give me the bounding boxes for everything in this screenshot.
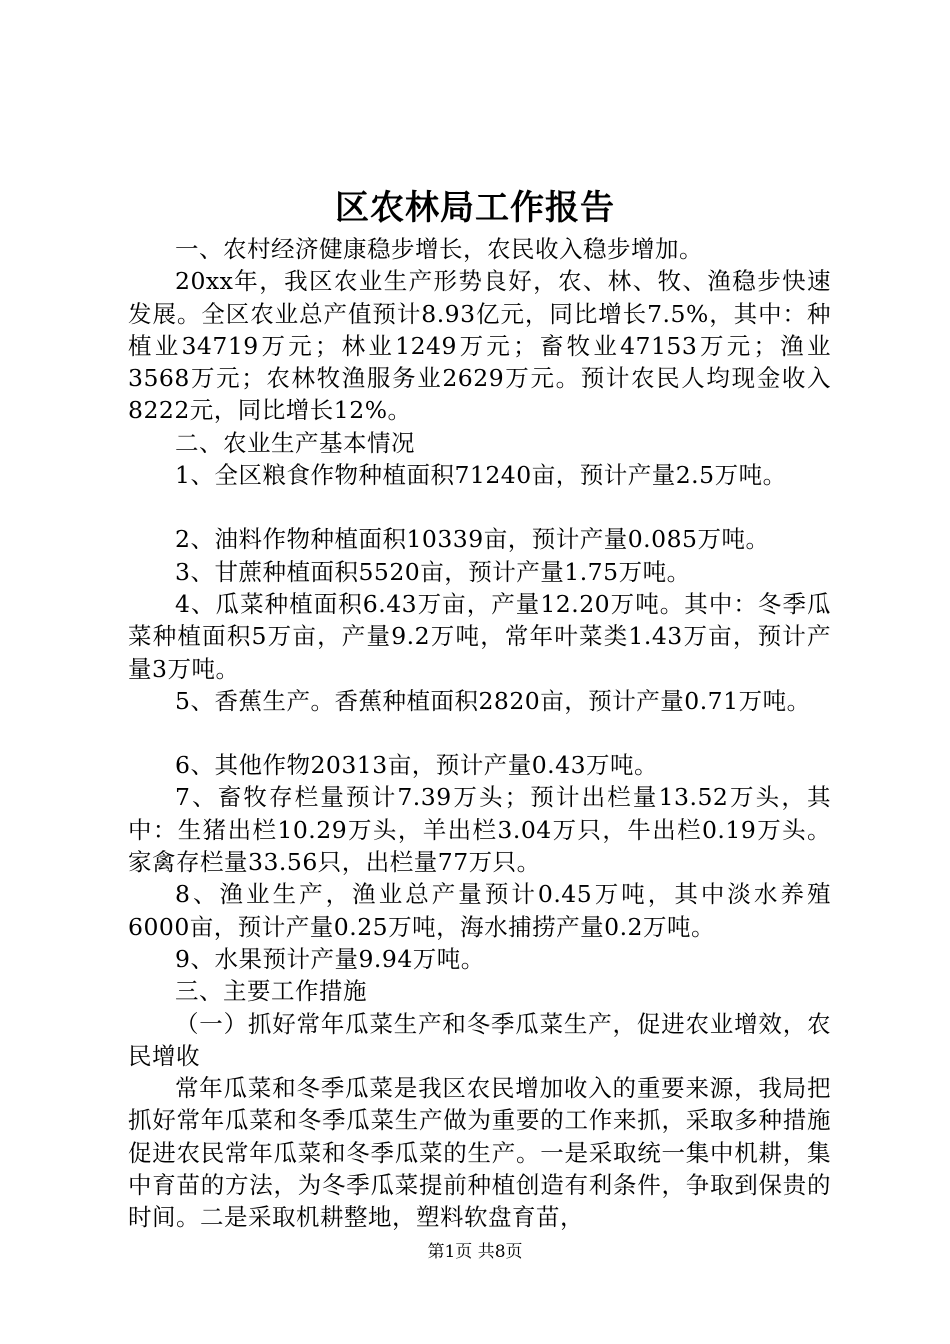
list-item-banana: 5、香蕉生产。香蕉种植面积2820亩，预计产量0.71万吨。 xyxy=(175,686,811,715)
page-indicator: 第1页 共8页 xyxy=(427,1242,523,1262)
section-heading-3: 三、主要工作措施 xyxy=(175,977,367,1006)
list-item-grain: 1、全区粮食作物种植面积71240亩，预计产量2.5万吨。 xyxy=(175,461,787,490)
list-item-sugarcane: 3、甘蔗种植面积5520亩，预计产量1.75万吨。 xyxy=(175,557,691,586)
list-item-other-crops: 6、其他作物20313亩，预计产量0.43万吨。 xyxy=(175,751,659,780)
list-item-fishery: 8、渔业生产，渔业总产量预计0.45万吨，其中淡水养殖6000亩，预计产量0.25万吨，海水捕捞产量0.2万吨。 xyxy=(128,880,831,941)
subsection-heading-1: （一）抓好常年瓜菜生产和冬季瓜菜生产，促进农业增效，农民增收 xyxy=(128,1009,831,1070)
section-heading-1: 一、农村经济健康稳步增长，农民收入稳步增加。 xyxy=(175,235,703,263)
list-item-fruit: 9、水果预计产量9.94万吨。 xyxy=(175,944,485,973)
list-item-oil-crops: 2、油料作物种植面积10339亩，预计产量0.085万吨。 xyxy=(175,525,770,554)
paragraph-measures: 常年瓜菜和冬季瓜菜是我区农民增加收入的重要来源，我局把抓好常年瓜菜和冬季瓜菜生产做为重要的工作来抓，采取多种措施促进农民常年瓜菜和冬季瓜菜的生产。一是采取统一集中机耕，集中育苗的方法，为冬季瓜菜提前种植创造有利条件，争取到保贵的时间。二是采取机耕整地，塑料软盘育苗， xyxy=(128,1074,831,1232)
section-heading-2: 二、农业生产基本情况 xyxy=(175,428,415,457)
document-title: 区农林局工作报告 xyxy=(335,188,615,228)
list-item-vegetables: 4、瓜菜种植面积6.43万亩，产量12.20万吨。其中：冬季瓜菜种植面积5万亩，产量9.2万吨，常年叶菜类1.43万亩，预计产量3万吨。 xyxy=(128,589,831,683)
list-item-livestock: 7、畜牧存栏量预计7.39万头；预计出栏量13.52万头，其中：生猪出栏10.29万头，羊出栏3.04万只，牛出栏0.19万头。家禽存栏量33.56只，出栏量77万只。 xyxy=(128,783,831,877)
document-body xyxy=(128,233,831,1234)
paragraph-economy: 20xx年，我区农业生产形势良好，农、林、牧、渔稳步快速发展。全区农业总产值预计8.93亿元，同比增长7.5%，其中：种植业34719万元；林业1249万元；畜牧业47153万元；渔业3568万元；农林牧渔服务业2629万元。预计农民人均现金收入8222元，同比增长12%。 xyxy=(128,267,831,425)
